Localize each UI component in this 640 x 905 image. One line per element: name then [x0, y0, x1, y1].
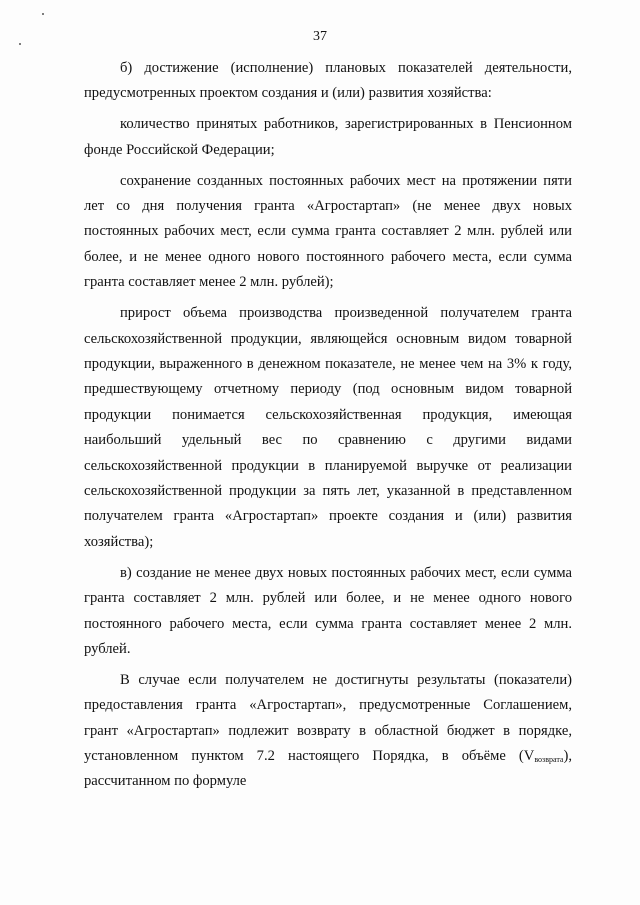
scan-speck — [42, 13, 44, 15]
paragraph-grant-return — [84, 668, 572, 795]
paragraph-jobs-retention: сохранение созданных постоянных рабочих мест на протяжении пяти лет со дня получения гранта «Агростартап» (не менее двух новых постоянных рабочих мест, если сумма гранта составляет 2 млн. рублей или более, и не менее одного нового постоянного рабочего места, если сумма гранта составляет менее 2 млн. рублей); — [84, 172, 572, 291]
page-number: 37 — [313, 29, 327, 44]
paragraph-employees-count: количество принятых работников, зарегистрированных в Пенсионном фонде Российской Федерации; — [84, 116, 572, 158]
grant-return-text: В случае если получателем не достигнуты результаты (показатели) предоставления гранта «Агростартап», предусмотренные Соглашением, грант «Агростартап» подлежит возврату в областной бюджет в порядке, установленном пунктом 7.2 настоящего Порядка, в объёме (V — [84, 671, 572, 765]
paragraph-new-jobs: в) создание не менее двух новых постоянных рабочих мест, если сумма гранта составляет 2 млн. рублей или более, и не менее одного нового постоянного рабочего места, если сумма гранта составляет менее 2 млн. рублей. — [84, 564, 572, 657]
return-volume-subscript: возврата — [534, 755, 564, 765]
paragraph-production-growth: прирост объема производства произведенной получателем гранта сельскохозяйственной продукции, являющейся основным видом товарной продукции, выраженного в денежном показателе, не менее чем на 3% к году, предшествующему отчетному периоду (под основным видом товарной продукции понимается сельскохозяйственная продукция, имеющая наибольший удельный вес по сравнению с другими видами сельскохозяйственной продукции в планируемой выручке от реализации сельскохозяйственной продукции за пять лет, указанной в представленном получателем гранта «Агростартап» проекте создания и (или) развития хозяйства); — [84, 305, 572, 550]
grant-return-text-end: ), рассчитанном по формуле — [84, 748, 572, 790]
paragraph-plan-indicators: б) достижение (исполнение) плановых показателей деятельности, предусмотренных проектом создания и (или) развития хозяйства: — [84, 60, 572, 102]
document-body — [84, 56, 572, 800]
